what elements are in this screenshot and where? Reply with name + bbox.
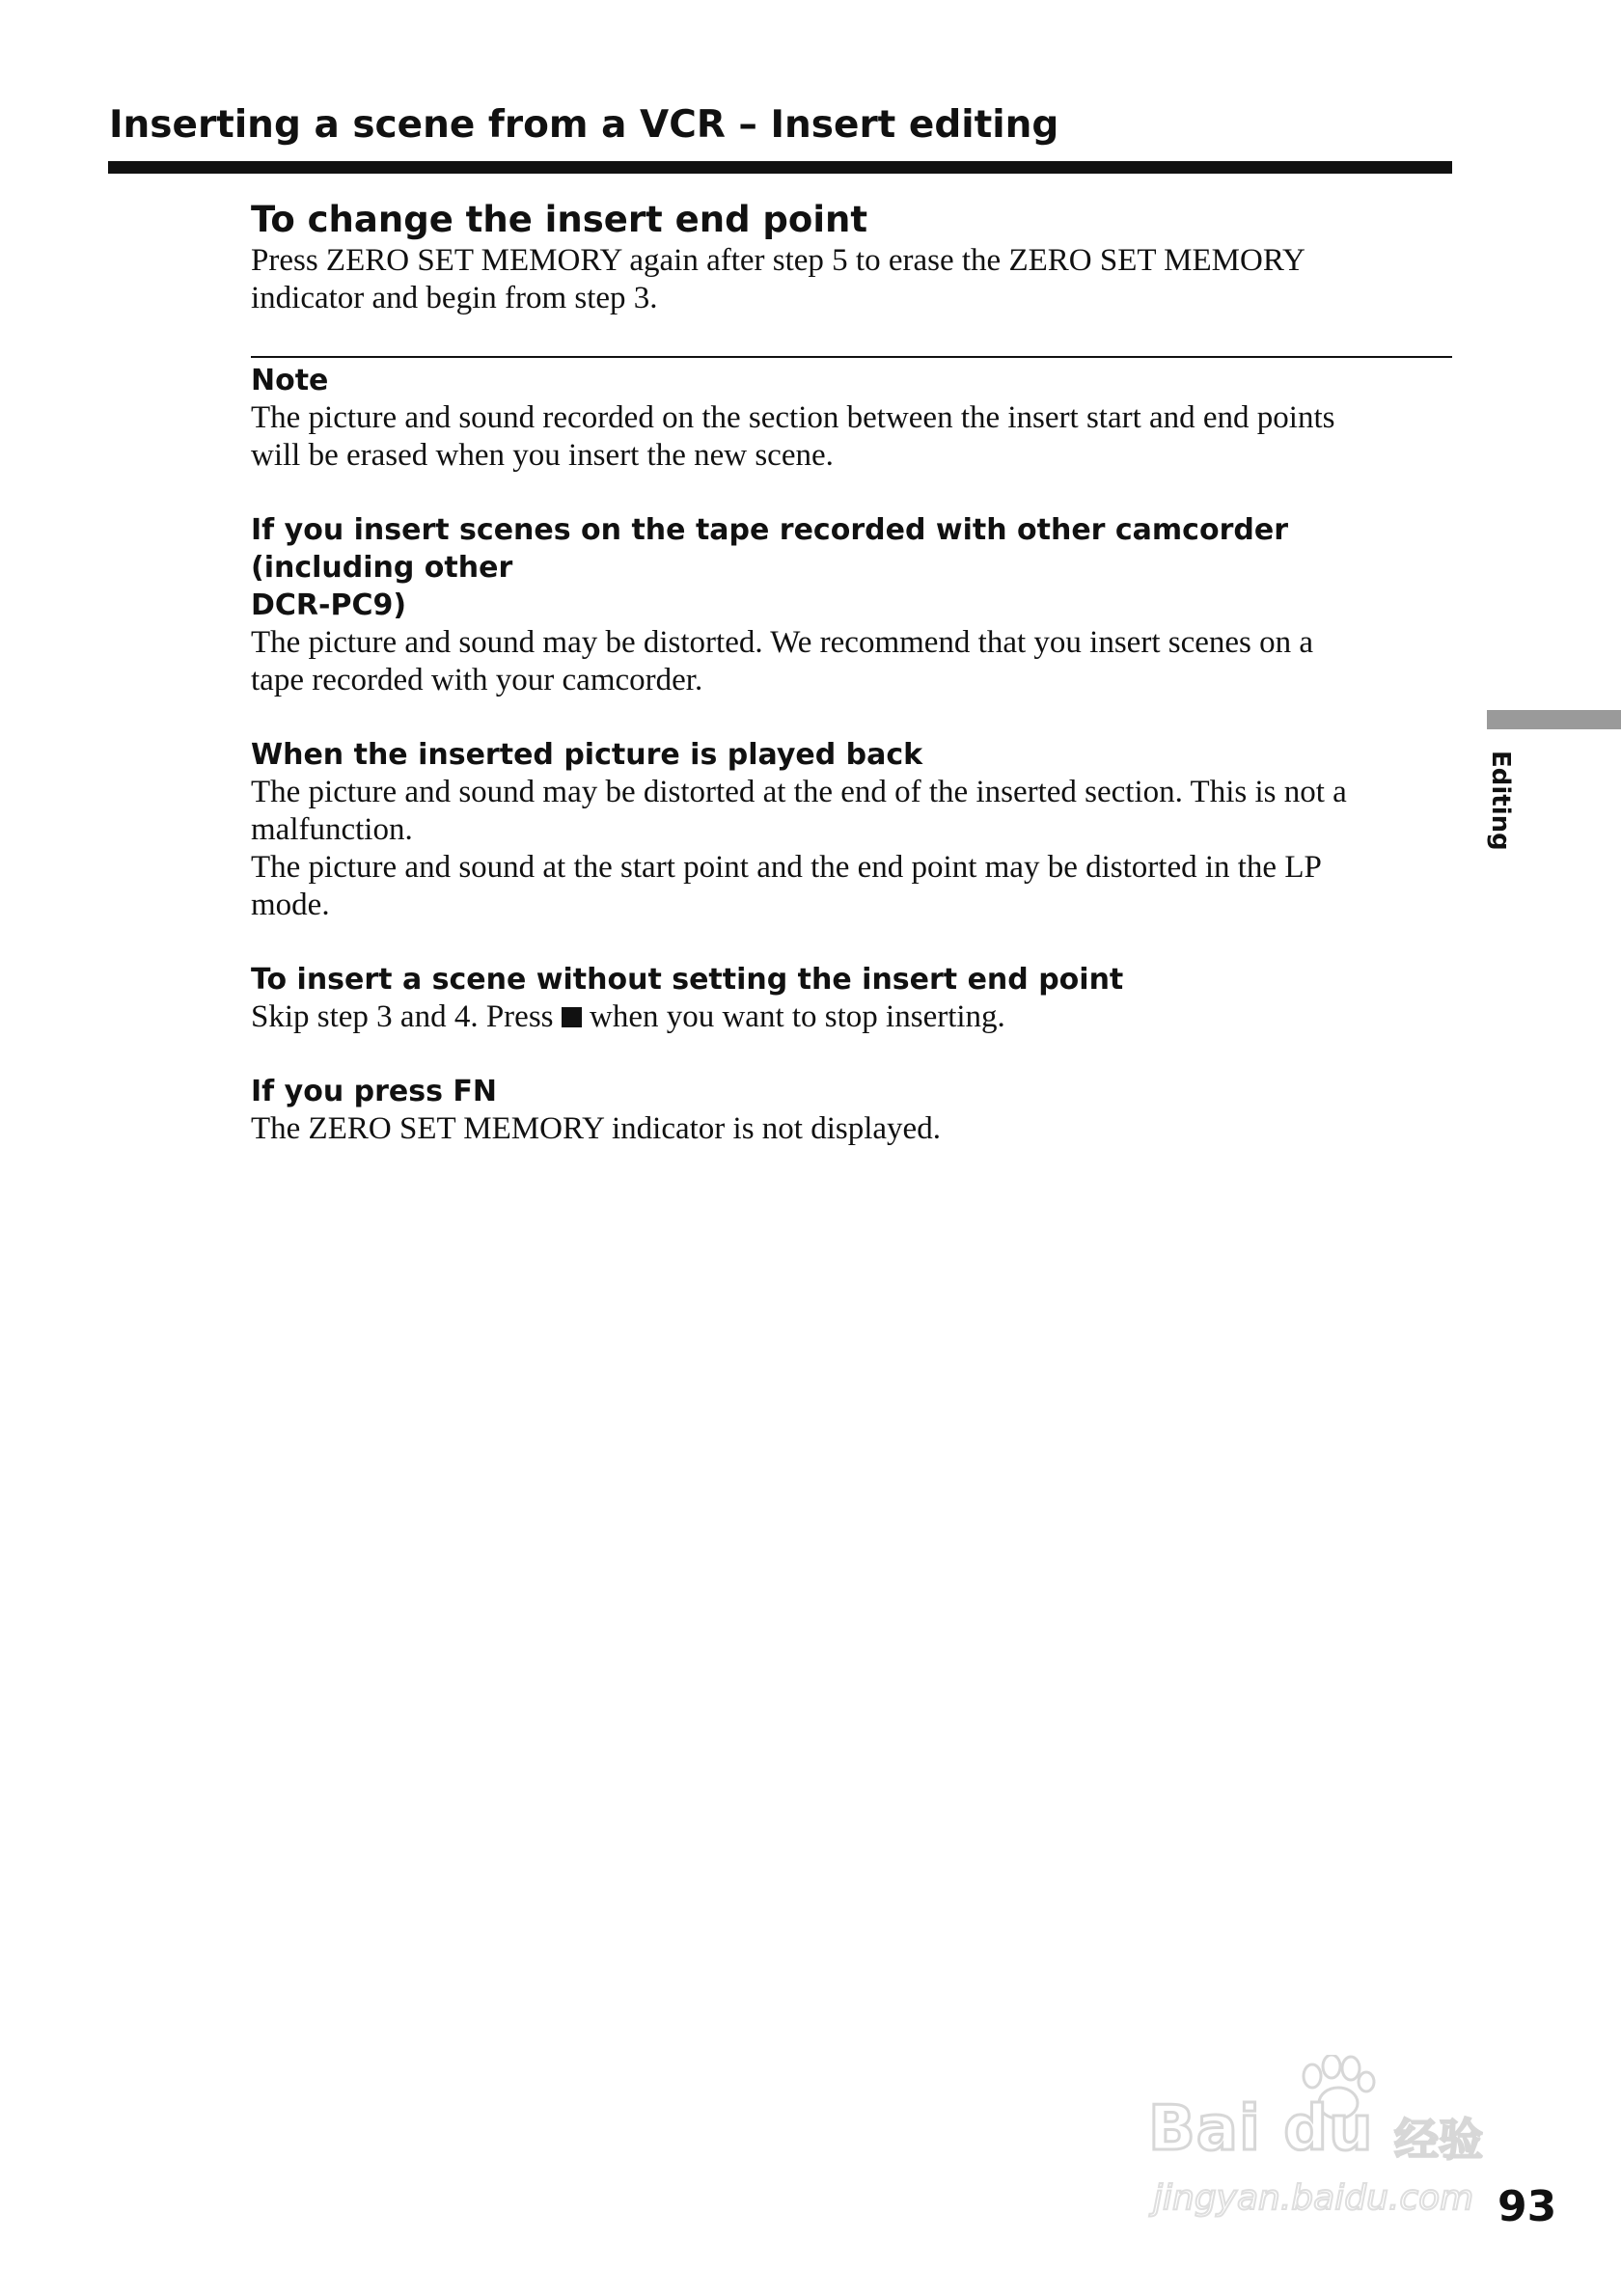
played-back-line-2: malfunction. [251,812,413,847]
change-end-point-heading: To change the insert end point [251,199,868,240]
change-end-point-line-1: Press ZERO SET MEMORY again after step 5 to erase the ZERO SET MEMORY [251,243,1305,278]
without-end-point-heading: To insert a scene without setting the insert end point [251,963,1124,997]
without-end-point-text-after: when you want to stop inserting. [590,999,1005,1034]
side-tab-bar [1487,710,1621,729]
without-end-point-text-before: Skip step 3 and 4. Press [251,999,554,1034]
watermark [1148,2055,1515,2228]
press-fn-heading: If you press FN [251,1075,497,1108]
note-line-1: The picture and sound recorded on the section between the insert start and end points [251,400,1335,435]
page-number: 93 [1497,2182,1557,2231]
stop-icon [562,1007,582,1027]
played-back-line-3: The picture and sound at the start point and the end point may be distorted in the LP [251,850,1322,885]
other-camcorder-line-1: The picture and sound may be distorted. We recommend that you insert scenes on a [251,625,1314,660]
without-end-point-line [251,998,1452,1036]
title-rule [108,161,1452,174]
played-back-line-1: The picture and sound may be distorted at the end of the inserted section. This is not a [251,775,1347,809]
played-back-heading: When the inserted picture is played back [251,738,923,772]
press-fn-line-1: The ZERO SET MEMORY indicator is not displayed. [251,1111,941,1146]
other-camcorder-line-2: tape recorded with your camcorder. [251,663,703,697]
main-content [251,198,1452,1148]
other-camcorder-heading-1: If you insert scenes on the tape recorded with other camcorder (including other [251,513,1288,585]
note-heading: Note [251,364,329,397]
other-camcorder-heading-2: DCR-PC9) [251,588,407,622]
played-back-line-4: mode. [251,888,330,922]
watermark-cn: 经验 [1394,2114,1483,2166]
page-title: Inserting a scene from a VCR – Insert editing [109,103,1059,147]
change-end-point-line-2: indicator and begin from step 3. [251,281,658,315]
watermark-url: jingyan.baidu.com [1153,2178,1474,2218]
note-line-2: will be erased when you insert the new scene. [251,438,834,473]
watermark-brand: Bai du [1148,2093,1374,2165]
side-tab-label: Editing [1486,751,1515,851]
